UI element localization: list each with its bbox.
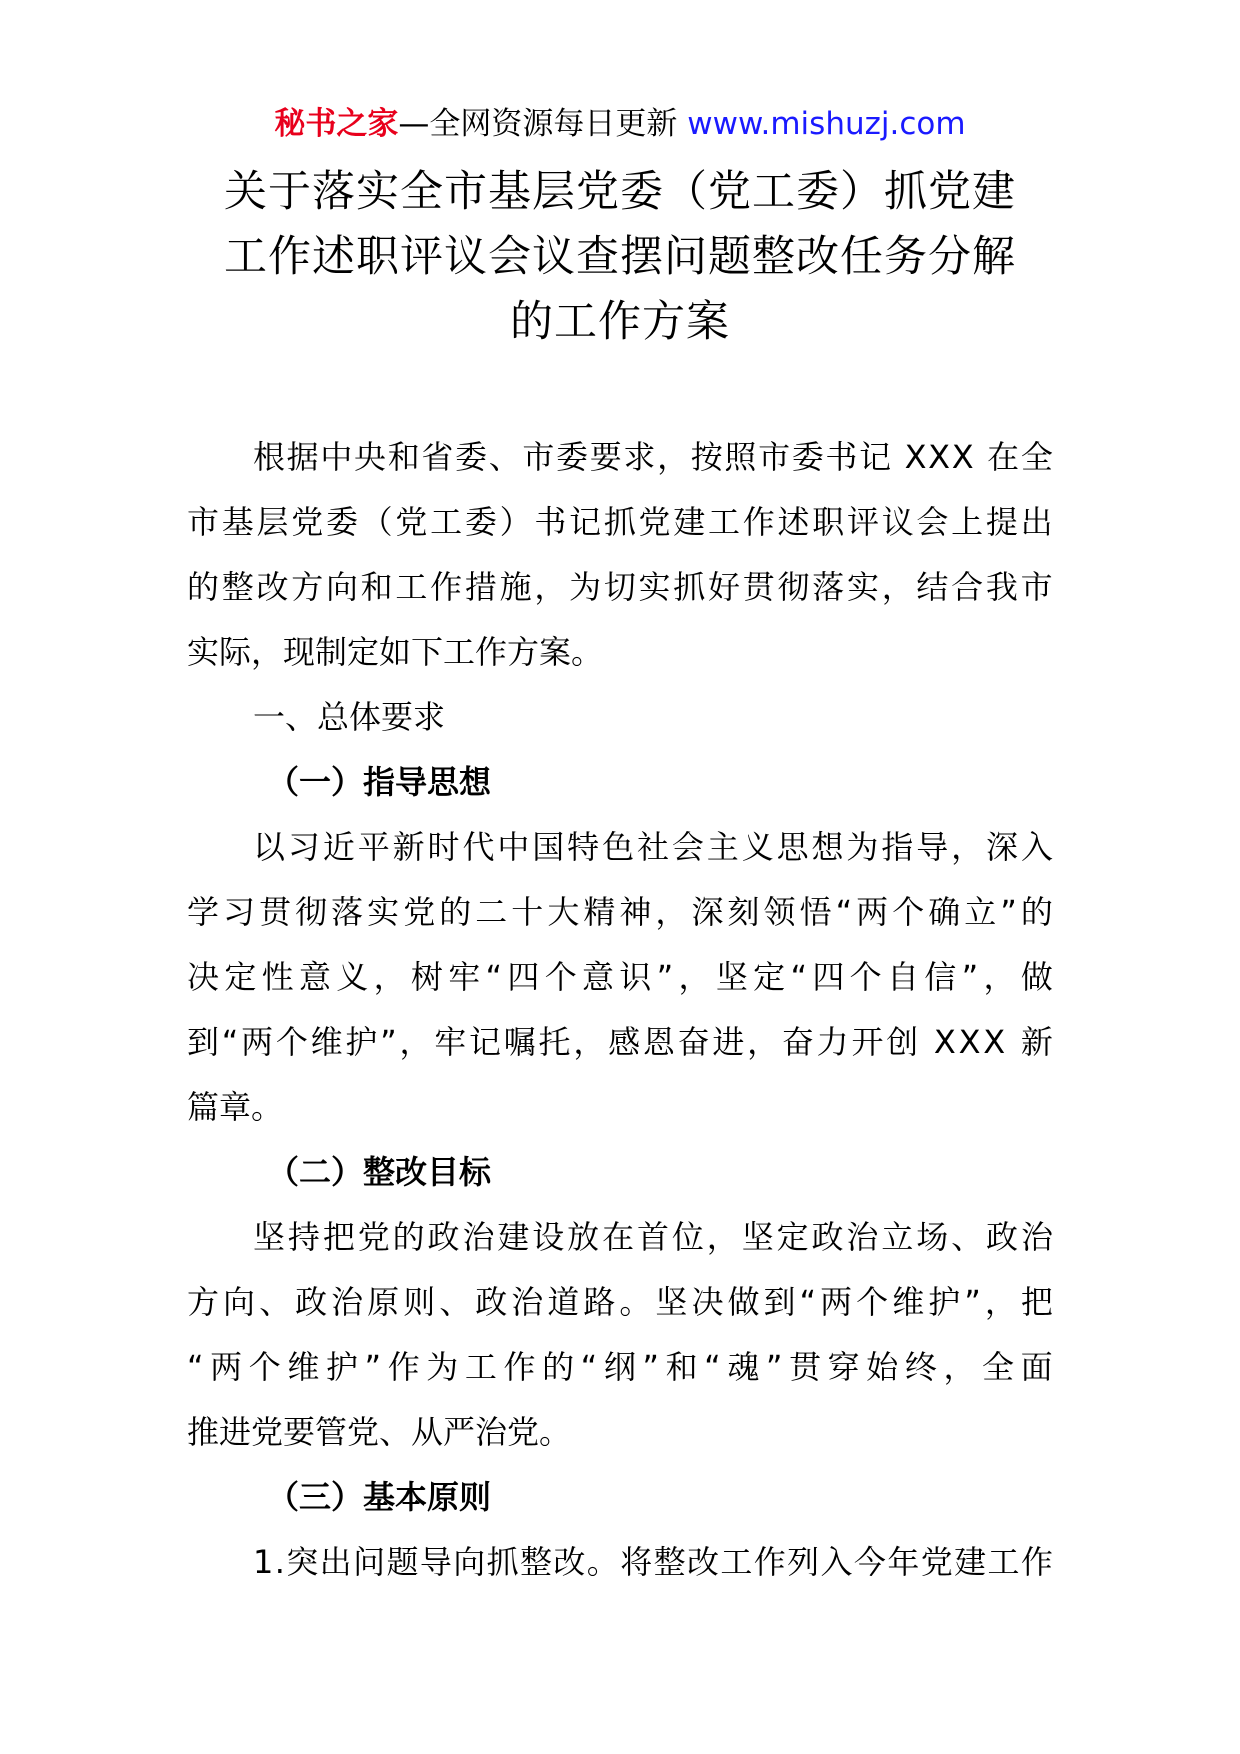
banner-site-link[interactable]: www.mishuzj.com <box>687 106 966 142</box>
text-line: 实际，现制定如下工作方案。 <box>187 633 604 671</box>
subsection-heading-1: （一）指导思想 <box>267 763 492 801</box>
text-line: 篇章。 <box>187 1088 284 1126</box>
text-line: 的 整 改 方 向 和 工 作 措 施 ， 为 切 实 抓 好 贯 彻 落 实 ， 结 合 我 市 <box>187 568 1053 606</box>
intro-paragraph <box>187 425 1053 685</box>
title-line-1: 关于落实全市基层党委（党工委）抓党建 <box>224 167 1016 217</box>
text-line: 方 向 、 政 治 原 则 、 政 治 道 路 。 坚 决 做 到 “ 两 个 维 护 ” ， 把 <box>187 1283 1053 1321</box>
banner-brand: 秘书之家 <box>274 106 399 142</box>
text-line: 根 据 中 央 和 省 委 、 市 委 要 求 ， 按 照 市 委 书 记 X X X 在 全 <box>253 438 1053 476</box>
basic-principles-paragraph <box>187 1530 1053 1595</box>
rectification-goal-paragraph <box>187 1205 1053 1465</box>
subsection-heading-3: （三）基本原则 <box>267 1478 492 1516</box>
subsection-heading-2: （二）整改目标 <box>267 1153 492 1191</box>
title-line-3: 的工作方案 <box>510 297 730 347</box>
text-line: 学 习 贯 彻 落 实 党 的 二 十 大 精 神 ， 深 刻 领 悟 “ 两 个 确 立 ” 的 <box>187 893 1053 931</box>
document-body <box>187 425 1053 1595</box>
text-line: 坚 持 把 党 的 政 治 建 设 放 在 首 位 ， 坚 定 政 治 立 场 、 政 治 <box>253 1218 1053 1256</box>
text-line: 市 基 层 党 委 （ 党 工 委 ） 书 记 抓 党 建 工 作 述 职 评 议 会 上 提 出 <box>187 503 1053 541</box>
site-banner <box>0 100 1240 148</box>
guiding-thought-paragraph <box>187 815 1053 1140</box>
document-title <box>150 160 1090 355</box>
title-line-2: 工作述职评议会议查摆问题整改任务分解 <box>224 232 1016 282</box>
section-heading-1: 一、总体要求 <box>253 698 446 736</box>
text-line: 决 定 性 意 义 ， 树 牢 “ 四 个 意 识 ” ， 坚 定 “ 四 个 自 信 ” ， 做 <box>187 958 1053 996</box>
text-line: 推进党要管党、从严治党。 <box>187 1413 572 1451</box>
text-line: 1 . 突 出 问 题 导 向 抓 整 改 。 将 整 改 工 作 列 入 今 年 党 建 工 作 <box>253 1543 1053 1581</box>
banner-tagline: —全网资源每日更新 <box>398 106 678 142</box>
text-line: 到 “ 两 个 维 护 ” ， 牢 记 嘱 托 ， 感 恩 奋 进 ， 奋 力 开 创 X X X 新 <box>187 1023 1053 1061</box>
text-line: “ 两 个 维 护 ” 作 为 工 作 的 “ 纲 ” 和 “ 魂 ” 贯 穿 始 终 ， 全 面 <box>187 1348 1053 1386</box>
text-line: 以 习 近 平 新 时 代 中 国 特 色 社 会 主 义 思 想 为 指 导 ， 深 入 <box>253 828 1053 866</box>
